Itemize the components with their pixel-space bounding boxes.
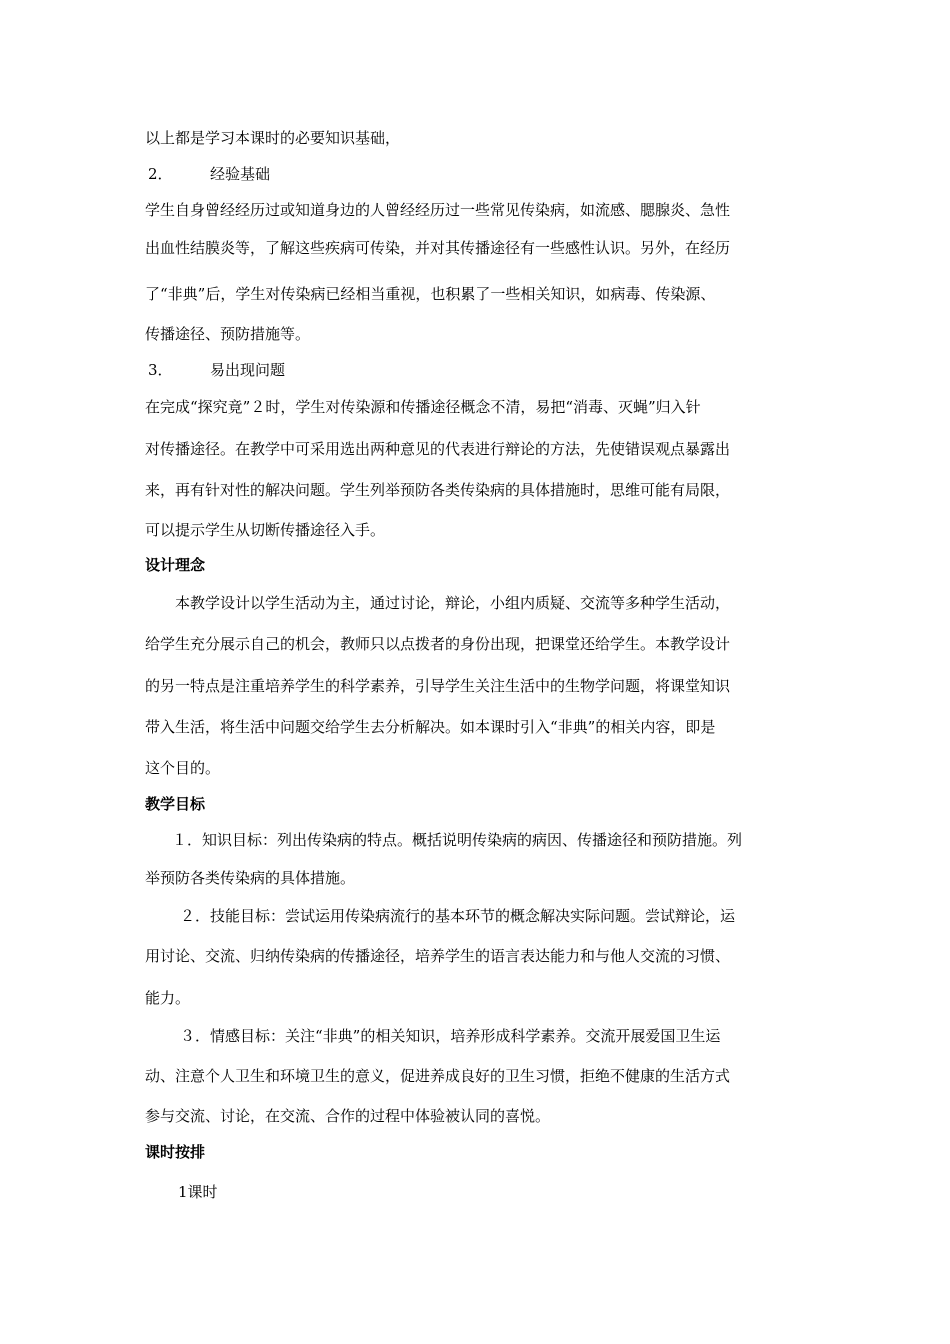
intro-line: 以上都是学习本课时的必要知识基础， [145,129,401,147]
design-line-3: 的另一特点是注重培养学生的科学素养，引导学生关注生活中的生物学问题，将课堂知识 [145,677,731,695]
goal3-line-1: ３．情感目标：关注“非典”的相关知识，培养形成科学素养。交流开展爱国卫生运 [180,1027,721,1045]
section3-line-1: 在完成“探究竟”２时，学生对传染源和传播途径概念不清，易把“消毒、灭蝇”归入针 [145,398,701,416]
section2-line-4: 传播途径、预防措施等。 [145,325,311,343]
design-line-5: 这个目的。 [145,759,221,777]
section3-number: 3． [148,361,173,379]
schedule-value: 1课时 [178,1183,218,1201]
section2-heading [148,164,270,184]
goal1-line-2: 举预防各类传染病的具体措施。 [145,869,356,887]
design-line-1: 本教学设计以学生活动为主，通过讨论，辩论，小组内质疑、交流等多种学生活动， [175,594,731,612]
section3-heading [148,360,285,380]
goals-heading: 教学目标 [145,795,206,813]
section3-line-4: 可以提示学生从切断传播途径入手。 [145,521,386,539]
section3-line-3: 来，再有针对性的解决问题。学生列举预防各类传染病的具体措施时，思维可能有局限， [145,481,731,499]
section2-number: 2． [148,165,173,183]
design-line-2: 给学生充分展示自己的机会，教师只以点拨者的身份出现，把课堂还给学生。本教学设计 [145,635,731,653]
section3-line-2: 对传播途径。在教学中可采用选出两种意见的代表进行辩论的方法，先使错误观点暴露出 [145,440,731,458]
design-heading: 设计理念 [145,556,206,574]
schedule-heading: 课时按排 [145,1143,206,1161]
goal2-line-3: 能力。 [145,989,191,1007]
section2-line-3: 了“非典”后，学生对传染病已经相当重视，也积累了一些相关知识，如病毒、传染源、 [145,285,716,303]
section2-line-2: 出血性结膜炎等，了解这些疾病可传染，并对其传播途径有一些感性认识。另外，在经历 [145,239,731,257]
goal2-line-1: ２．技能目标：尝试运用传染病流行的基本环节的概念解决实际问题。尝试辩论，运 [180,907,736,925]
goal1-line-1: １．知识目标：列出传染病的特点。概括说明传染病的病因、传播途径和预防措施。列 [172,831,743,849]
section3-title: 易出现问题 [210,361,286,379]
goal3-line-3: 参与交流、讨论，在交流、合作的过程中体验被认同的喜悦。 [145,1107,551,1125]
design-line-4: 带入生活，将生活中问题交给学生去分析解决。如本课时引入“非典”的相关内容，即是 [145,718,716,736]
section2-line-1: 学生自身曾经经历过或知道身边的人曾经经历过一些常见传染病，如流感、腮腺炎、急性 [145,201,731,219]
goal2-line-2: 用讨论、交流、归纳传染病的传播途径，培养学生的语言表达能力和与他人交流的习惯、 [145,947,731,965]
section2-title: 经验基础 [210,165,271,183]
goal3-line-2: 动、注意个人卫生和环境卫生的意义，促进养成良好的卫生习惯，拒绝不健康的生活方式 [145,1067,731,1085]
